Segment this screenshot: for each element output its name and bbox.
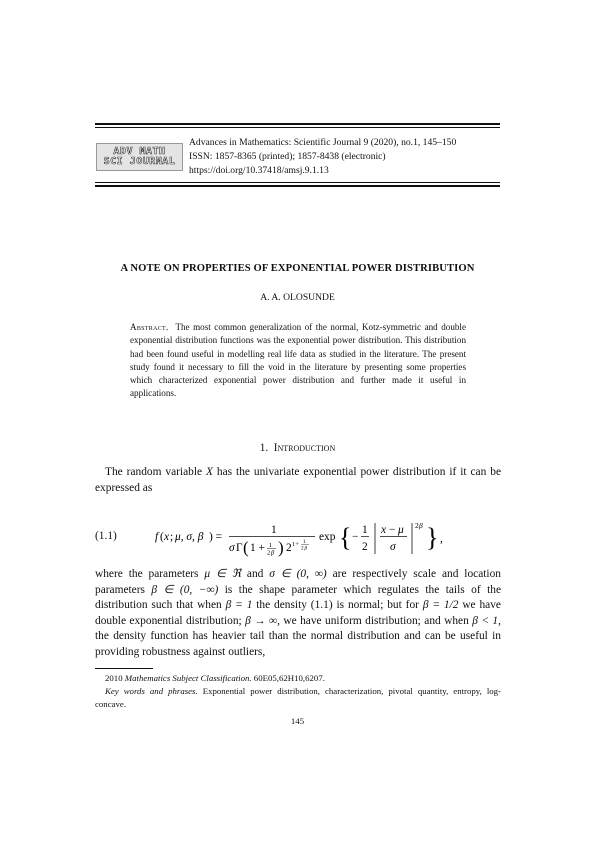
- svg-text:2: 2: [362, 541, 368, 553]
- doi-link[interactable]: https://doi.org/10.37418/amsj.9.1.13: [189, 165, 329, 176]
- svg-text:Γ: Γ: [236, 542, 243, 554]
- parameters-paragraph: [95, 567, 501, 661]
- keywords-label: Key words and phrases.: [105, 686, 198, 696]
- abstract: [130, 321, 466, 401]
- svg-text:σ: σ: [390, 541, 396, 553]
- para2-math-1: μ ∈ ℜ: [204, 568, 242, 580]
- svg-text:2: 2: [415, 521, 419, 530]
- svg-text:) =: ) =: [209, 531, 223, 543]
- para2-math-6: β → ∞: [245, 614, 278, 627]
- logo-line-2: SCI JOURNAL: [103, 156, 176, 167]
- svg-text:−: −: [352, 531, 359, 543]
- svg-text:1 +: 1 +: [250, 542, 265, 554]
- header-bottom-rule-thick: [95, 185, 500, 187]
- svg-text:}: }: [426, 523, 439, 552]
- header-top-rule-thick: [95, 123, 500, 125]
- svg-text:β: β: [419, 521, 423, 530]
- para2-text-3: are respectively scale and location parameters: [95, 568, 501, 596]
- svg-text:exp: exp: [319, 531, 336, 543]
- intro-text-b: has the univariate exponential power distribution if it can be expressed as: [95, 466, 502, 494]
- svg-text:f: f: [155, 531, 159, 543]
- journal-logo: [96, 143, 183, 171]
- abstract-label: Abstract.: [130, 322, 169, 332]
- para2-math-7: β < 1: [472, 614, 499, 627]
- svg-text:1+: 1+: [292, 541, 299, 548]
- svg-text:2: 2: [286, 542, 292, 554]
- para2-text-6: we have double exponential distribution;: [95, 599, 501, 627]
- footnote-rule: [95, 668, 153, 669]
- equation-1-1: [155, 518, 455, 558]
- svg-text:(: (: [160, 531, 164, 543]
- footnote-keywords: [95, 685, 501, 711]
- intro-variable: X: [206, 466, 213, 478]
- svg-text:;: ;: [170, 531, 174, 543]
- svg-text:μ, σ, β: μ, σ, β: [175, 531, 204, 543]
- logo-line-1: ADV MATH: [113, 146, 166, 157]
- svg-text:1: 1: [362, 524, 368, 536]
- svg-text:μ: μ: [398, 524, 404, 536]
- page-number: 145: [290, 716, 305, 726]
- svg-text:x: x: [164, 531, 170, 543]
- para2-math-4: β = 1: [225, 599, 253, 612]
- svg-text:σ: σ: [229, 542, 235, 554]
- svg-text:{: {: [339, 523, 352, 552]
- header-top-rule-thin: [95, 127, 500, 128]
- msc-codes: 60E05,62H10,6207.: [251, 673, 325, 683]
- svg-text:β: β: [271, 549, 275, 557]
- msc-label: Mathematics Subject Classification.: [124, 673, 252, 683]
- intro-text-a: The random variable: [105, 466, 207, 478]
- svg-text:(: (: [243, 538, 249, 557]
- svg-text:x: x: [381, 524, 387, 536]
- paper-title: A NOTE ON PROPERTIES OF EXPONENTIAL POWER DISTRIBUTION: [120, 263, 475, 274]
- journal-citation: Advances in Mathematics: Scientific Journal 9 (2020), no.1, 145–150: [189, 137, 457, 148]
- svg-text:1: 1: [271, 524, 277, 536]
- para2-text-5: the density (1.1) is normal; but for: [252, 599, 423, 612]
- para2-text-7: , we have uniform distribution; and when: [277, 614, 473, 627]
- section-title: Introduction: [273, 442, 336, 454]
- section-number: 1.: [259, 442, 269, 454]
- para2-text-8: , the density function has heavier tail than the normal distribution and can be useful in providing robustness against outliers,: [95, 614, 501, 658]
- svg-text:β: β: [304, 545, 308, 552]
- para2-math-5: β = 1/2: [422, 599, 459, 612]
- msc-year: 2010: [105, 673, 125, 683]
- para2-math-2: σ ∈ (0, ∞): [269, 568, 327, 580]
- para2-text-1: where the parameters: [95, 568, 205, 580]
- para2-text-2: and: [241, 568, 270, 580]
- footnote-msc: [95, 672, 501, 685]
- section-heading: [0, 442, 595, 454]
- svg-text:2: 2: [301, 545, 304, 552]
- issn-line: ISSN: 1857-8365 (printed); 1857-8438 (electronic): [189, 151, 386, 162]
- svg-text:1: 1: [269, 542, 273, 549]
- svg-text:): ): [278, 538, 284, 557]
- keywords-text: Exponential power distribution, characterization, pivotal quantity, entropy, log-concave.: [95, 686, 501, 709]
- svg-text:2: 2: [267, 549, 271, 557]
- svg-text:,: ,: [440, 533, 443, 545]
- intro-paragraph: [95, 465, 501, 496]
- svg-text:1: 1: [303, 539, 306, 545]
- paper-author: A. A. OLOSUNDE: [260, 292, 335, 303]
- abstract-text: The most common generalization of the normal, Kotz-symmetric and double exponential distribution functions was the exponential power distribution. This distribution had been found useful in modelling real life data as studied in the literature. The present study found it necessary to fill the void in the literature by presenting some properties which characterized exponential power distribution and further made it useful in applications.: [130, 322, 466, 399]
- svg-text:−: −: [389, 524, 396, 536]
- para2-text-4: is the shape parameter which regulates the tails of the distribution such that when: [95, 583, 501, 612]
- header-bottom-rule-thin: [95, 182, 500, 183]
- equation-number: (1.1): [95, 530, 117, 542]
- para2-math-3: β ∈ (0, −∞): [151, 583, 219, 596]
